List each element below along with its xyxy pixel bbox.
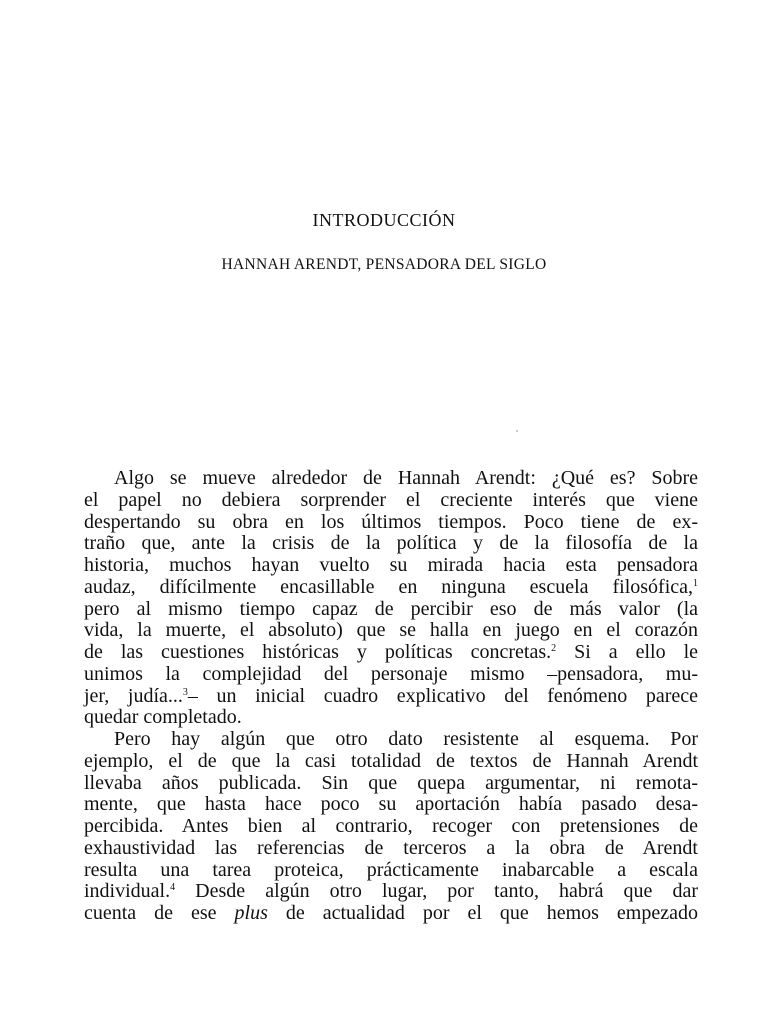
paragraph-2 — [84, 729, 698, 925]
text-line: jer, judía...$^3$– un inicial cuadro explicativo del fenómeno parece — [84, 684, 698, 707]
text-line: mente, que hasta hace poco su aportación había pasado desa- — [84, 793, 698, 816]
text-line: cuenta de ese plus de actualidad por el que hemos empezado — [84, 902, 698, 924]
footnote-ref-2: 2 — [551, 643, 557, 654]
text-line: Pero hay algún que otro dato resistente al esquema. Por — [114, 728, 698, 750]
chapter-title: INTRODUCCIÓN — [312, 210, 456, 230]
scan-speck — [516, 430, 518, 432]
text-line: Algo se mueve alrededor de Hannah Arendt: ¿Qué es? Sobre — [114, 467, 698, 489]
text-line: quedar completado. — [84, 706, 242, 729]
text-line: llevaba años publicada. Sin que quepa argumentar, ni remota- — [84, 771, 698, 794]
text-line: ejemplo, el de que la casi totalidad de textos de Hannah Arendt — [84, 749, 698, 772]
text-line: audaz, difícilmente encasillable en ninguna escuela filosófica,$^1$ — [84, 575, 698, 598]
text-line: el papel no debiera sorprender el creciente interés que viene — [84, 488, 698, 511]
footnote-ref-4: 4 — [170, 882, 176, 894]
text-line: vida, la muerte, el absoluto) que se halla en juego en el corazón — [84, 619, 698, 642]
text-line: unimos la complejidad del personaje mismo –pensadora, mu- — [84, 662, 698, 685]
body-text — [84, 468, 698, 925]
text-line: individual.$^4$ Desde algún otro lugar, por tanto, habrá que dar — [84, 880, 698, 903]
chapter-subtitle: HANNAH ARENDT, PENSADORA DEL SIGLO — [221, 256, 547, 273]
footnote-ref-3: 3 — [182, 686, 188, 698]
paragraph-1 — [84, 468, 698, 729]
italic-term: plus — [234, 902, 268, 924]
text-line: pero al mismo tiempo capaz de percibir eso de más valor (la — [84, 597, 698, 620]
text-line: historia, muchos hayan vuelto su mirada hacia esta pensadora — [84, 554, 698, 576]
text-line: percibida. Antes bien al contrario, recoger con pretensiones de — [84, 815, 698, 837]
text-line: traño que, ante la crisis de la política y de la filosofía de la — [84, 532, 698, 555]
footnote-ref-1: 1 — [693, 577, 698, 589]
text-line: exhaustividad las referencias de terceros a la obra de Arendt — [84, 836, 698, 859]
text-line: resulta una tarea proteica, prácticamente inabarcable a escala — [84, 858, 698, 881]
text-line: de las cuestiones históricas y políticas concretas.$^2$ Si a ello le — [84, 641, 698, 663]
text-line: despertando su obra en los últimos tiempos. Poco tiene de ex- — [84, 510, 698, 533]
